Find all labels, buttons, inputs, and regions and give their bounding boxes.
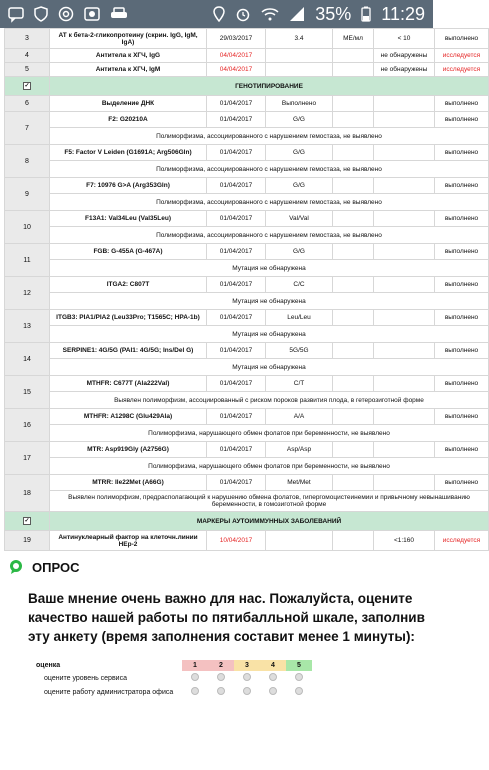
test-date: 01/04/2017 <box>207 112 266 128</box>
at-icon <box>58 6 74 22</box>
radio-button[interactable] <box>217 673 225 681</box>
test-unit <box>333 376 374 392</box>
test-name: ITGA2: C807T <box>50 277 207 293</box>
conclusion-text: Выявлен полиморфизм, предрасполагающий к нарушению обмена фолатов, гипергомоцистеинемии и привычному невынашиванию беременности, в гомозиготной форме <box>50 491 489 512</box>
test-date: 01/04/2017 <box>207 96 266 112</box>
test-name: FGB: G-455A (G-467A) <box>50 244 207 260</box>
test-norm <box>374 376 435 392</box>
test-status: выполнено <box>435 409 489 425</box>
test-value: Asp/Asp <box>266 442 333 458</box>
conclusion-text: Полиморфизма, нарушающего обмен фолатов при беременности, не выявлено <box>50 425 489 442</box>
radio-button[interactable] <box>243 687 251 695</box>
test-name: F13A1: Val34Leu (Val35Leu) <box>50 211 207 227</box>
conclusion-row <box>5 491 489 512</box>
test-norm <box>374 442 435 458</box>
conclusion-text: Полиморфизма, нарушающего обмен фолатов при беременности, не выявлено <box>50 458 489 475</box>
test-status: выполнено <box>435 178 489 194</box>
table-row <box>5 63 489 77</box>
radio-button[interactable] <box>269 673 277 681</box>
test-norm <box>374 112 435 128</box>
test-date: 04/04/2017 <box>207 49 266 63</box>
camera-icon <box>84 6 100 22</box>
page-content <box>0 28 481 770</box>
test-value <box>266 531 333 551</box>
test-norm: не обнаружены <box>374 49 435 63</box>
table-row <box>5 531 489 551</box>
checkbox-icon[interactable]: ✓ <box>24 83 30 89</box>
table-row <box>5 442 489 458</box>
test-name: Антитела к ХГЧ, IgG <box>50 49 207 63</box>
test-name: F2: G20210A <box>50 112 207 128</box>
test-date: 01/04/2017 <box>207 343 266 359</box>
test-norm <box>374 409 435 425</box>
rating-option-cell <box>182 671 208 685</box>
radio-button[interactable] <box>295 673 303 681</box>
table-row <box>5 145 489 161</box>
clock-time: 11:29 <box>381 3 425 24</box>
row-number: 16 <box>5 409 50 442</box>
table-row <box>5 211 489 227</box>
test-status: исследуется <box>435 531 489 551</box>
scale-value-1: 1 <box>182 660 208 671</box>
test-unit <box>333 178 374 194</box>
scale-value-3: 3 <box>234 660 260 671</box>
test-value: A/A <box>266 409 333 425</box>
shield-icon <box>34 6 48 22</box>
test-status: выполнено <box>435 310 489 326</box>
conclusion-text: Полиморфизма, ассоциированного с нарушением гемостаза, не выявлено <box>50 227 489 244</box>
test-norm <box>374 475 435 491</box>
survey-intro-text: Ваше мнение очень важно для нас. Пожалуйста, оцените качество нашей работы по пятибалльной шкале, заполнив эту анкету (время заполнения составит менее 1 минуты): <box>28 591 425 644</box>
rating-question-row <box>30 671 312 685</box>
group-genotyping <box>5 77 489 96</box>
conclusion-text: Мутация не обнаружена <box>50 359 489 376</box>
rating-table-body <box>30 660 312 699</box>
test-norm <box>374 96 435 112</box>
test-name: ITGB3: PIA1/PIA2 (Leu33Pro; T1565C; HPA-1b) <box>50 310 207 326</box>
table-row <box>5 409 489 425</box>
results-table <box>4 28 489 551</box>
rating-option-cell <box>182 685 208 699</box>
test-unit <box>333 310 374 326</box>
test-unit <box>333 531 374 551</box>
radio-button[interactable] <box>191 673 199 681</box>
test-value: G/G <box>266 145 333 161</box>
test-status: исследуется <box>435 49 489 63</box>
rating-table <box>30 660 433 699</box>
rating-option-cell <box>234 685 260 699</box>
test-name: Антитела к ХГЧ, IgM <box>50 63 207 77</box>
test-status: выполнено <box>435 244 489 260</box>
group-title: МАРКЕРЫ АУТОИММУННЫХ ЗАБОЛЕВАНИЙ <box>50 512 489 531</box>
test-status: выполнено <box>435 29 489 49</box>
table-row <box>5 29 489 49</box>
test-date: 01/04/2017 <box>207 442 266 458</box>
test-status: выполнено <box>435 343 489 359</box>
row-number: 19 <box>5 531 50 551</box>
row-number: 18 <box>5 475 50 512</box>
test-status: выполнено <box>435 96 489 112</box>
row-number: 9 <box>5 178 50 211</box>
test-value: Met/Met <box>266 475 333 491</box>
radio-button[interactable] <box>295 687 303 695</box>
test-status: выполнено <box>435 112 489 128</box>
test-status: выполнено <box>435 376 489 392</box>
table-row <box>5 475 489 491</box>
test-unit <box>333 49 374 63</box>
test-value: G/G <box>266 244 333 260</box>
rating-option-cell <box>260 671 286 685</box>
row-number: 6 <box>5 96 50 112</box>
conclusion-row <box>5 392 489 409</box>
test-name: MTR: Asp919Gly (A2756G) <box>50 442 207 458</box>
test-norm <box>374 244 435 260</box>
radio-button[interactable] <box>269 687 277 695</box>
row-number: 14 <box>5 343 50 376</box>
conclusion-row <box>5 194 489 211</box>
test-norm <box>374 277 435 293</box>
test-unit <box>333 277 374 293</box>
row-number: 10 <box>5 211 50 244</box>
notification-icons <box>8 6 128 22</box>
row-number: 13 <box>5 310 50 343</box>
group-autoimmune <box>5 512 489 531</box>
test-value: G/G <box>266 178 333 194</box>
test-norm <box>374 310 435 326</box>
signal-icon <box>289 6 305 22</box>
group-toggle[interactable] <box>5 512 50 531</box>
status-bar <box>0 0 433 28</box>
test-date: 01/04/2017 <box>207 244 266 260</box>
test-unit <box>333 244 374 260</box>
table-row <box>5 178 489 194</box>
test-name: F7: 10976 G>A (Arg353Gln) <box>50 178 207 194</box>
checkbox-icon[interactable]: ✓ <box>24 518 30 524</box>
test-norm <box>374 211 435 227</box>
test-unit <box>333 475 374 491</box>
test-unit <box>333 145 374 161</box>
scale-value-5: 5 <box>286 660 312 671</box>
conclusion-text: Мутация не обнаружена <box>50 293 489 310</box>
conclusion-row <box>5 359 489 376</box>
test-date: 01/04/2017 <box>207 145 266 161</box>
test-date: 04/04/2017 <box>207 63 266 77</box>
rating-option-cell <box>286 671 312 685</box>
test-value: Val/Val <box>266 211 333 227</box>
table-row <box>5 343 489 359</box>
test-value: C/T <box>266 376 333 392</box>
wifi-icon <box>261 6 279 22</box>
test-value <box>266 49 333 63</box>
rating-question-row <box>30 685 312 699</box>
conclusion-row <box>5 260 489 277</box>
test-name: MTHFR: C677T (Ala222Val) <box>50 376 207 392</box>
radio-button[interactable] <box>191 687 199 695</box>
table-row <box>5 96 489 112</box>
row-number: 12 <box>5 277 50 310</box>
test-value: Выполнено <box>266 96 333 112</box>
conclusion-text: Выявлен полиморфизм, ассоциированный с риском пороков развития плода, в гетерозиготной форме <box>50 392 489 409</box>
row-number: 15 <box>5 376 50 409</box>
test-name: АТ к бета-2-гликопротеину (скрин. IgG, IgM, IgA) <box>50 29 207 49</box>
test-norm <box>374 178 435 194</box>
conclusion-text: Полиморфизма, ассоциированного с нарушением гемостаза, не выявлено <box>50 128 489 145</box>
row-number: 4 <box>5 49 50 63</box>
rating-header-row <box>30 660 312 671</box>
test-unit <box>333 63 374 77</box>
alarm-icon <box>235 6 251 22</box>
test-unit <box>333 442 374 458</box>
question-label: оцените работу администратора офиса <box>44 688 174 696</box>
row-number: 11 <box>5 244 50 277</box>
conclusion-row <box>5 293 489 310</box>
test-norm: <1:160 <box>374 531 435 551</box>
conclusion-row <box>5 425 489 442</box>
rating-option-cell <box>260 685 286 699</box>
radio-button[interactable] <box>243 673 251 681</box>
conclusion-row <box>5 161 489 178</box>
scale-value-4: 4 <box>260 660 286 671</box>
location-icon <box>213 6 225 22</box>
row-number: 17 <box>5 442 50 475</box>
test-status: выполнено <box>435 211 489 227</box>
survey-title: ОПРОС <box>32 559 80 575</box>
conclusion-text: Мутация не обнаружена <box>50 326 489 343</box>
table-row <box>5 310 489 326</box>
row-number: 5 <box>5 63 50 77</box>
test-status: выполнено <box>435 145 489 161</box>
table-row <box>5 277 489 293</box>
test-name: MTRR: Ile22Met (A66G) <box>50 475 207 491</box>
test-date: 01/04/2017 <box>207 475 266 491</box>
rating-option-cell <box>208 685 234 699</box>
test-date: 29/03/2017 <box>207 29 266 49</box>
survey-header <box>8 559 433 575</box>
conclusion-row <box>5 128 489 145</box>
table-row <box>5 112 489 128</box>
table-row <box>5 244 489 260</box>
test-date: 01/04/2017 <box>207 376 266 392</box>
question-label: оцените уровень сервиса <box>44 674 127 682</box>
test-date: 01/04/2017 <box>207 277 266 293</box>
test-norm: < 10 <box>374 29 435 49</box>
conclusion-row <box>5 458 489 475</box>
test-unit <box>333 96 374 112</box>
message-icon <box>8 6 24 22</box>
test-norm <box>374 145 435 161</box>
scale-value-2: 2 <box>208 660 234 671</box>
test-unit: МЕ/мл <box>333 29 374 49</box>
test-date: 01/04/2017 <box>207 409 266 425</box>
row-number: 3 <box>5 29 50 49</box>
group-toggle[interactable] <box>5 77 50 96</box>
rating-header-label: оценка <box>36 662 61 669</box>
test-name: F5: Factor V Leiden (G1691A; Arg506Gln) <box>50 145 207 161</box>
table-row <box>5 49 489 63</box>
conclusion-row <box>5 326 489 343</box>
test-unit <box>333 112 374 128</box>
rating-option-cell <box>286 685 312 699</box>
conclusion-text: Мутация не обнаружена <box>50 260 489 277</box>
rating-option-cell <box>234 671 260 685</box>
test-value: Leu/Leu <box>266 310 333 326</box>
test-name: Антинуклеарный фактор на клеточн.линии HEp-2 <box>50 531 207 551</box>
test-value: 5G/5G <box>266 343 333 359</box>
system-indicators <box>213 4 425 25</box>
test-date: 01/04/2017 <box>207 178 266 194</box>
test-norm <box>374 343 435 359</box>
conclusion-text: Полиморфизма, ассоциированного с нарушением гемостаза, не выявлено <box>50 161 489 178</box>
car-icon <box>110 6 128 22</box>
conclusion-text: Полиморфизма, ассоциированного с нарушением гемостаза, не выявлено <box>50 194 489 211</box>
radio-button[interactable] <box>217 687 225 695</box>
test-name: Выделение ДНК <box>50 96 207 112</box>
test-date: 01/04/2017 <box>207 310 266 326</box>
test-status: выполнено <box>435 475 489 491</box>
test-unit <box>333 343 374 359</box>
test-norm: не обнаружены <box>374 63 435 77</box>
test-unit <box>333 211 374 227</box>
test-name: MTHFR: A1298C (Glu429Ala) <box>50 409 207 425</box>
chat-icon <box>8 559 24 575</box>
group-title: ГЕНОТИПИРОВАНИЕ <box>50 77 489 96</box>
test-name: SERPINE1: 4G/5G (PAI1: 4G/5G; Ins/Del G) <box>50 343 207 359</box>
battery-level: 35% <box>315 3 352 24</box>
row-number: 8 <box>5 145 50 178</box>
conclusion-row <box>5 227 489 244</box>
row-number: 7 <box>5 112 50 145</box>
test-value: G/G <box>266 112 333 128</box>
test-date: 10/04/2017 <box>207 531 266 551</box>
test-value: C/C <box>266 277 333 293</box>
test-date: 01/04/2017 <box>207 211 266 227</box>
test-unit <box>333 409 374 425</box>
rating-option-cell <box>208 671 234 685</box>
battery-icon <box>361 6 371 22</box>
test-status: исследуется <box>435 63 489 77</box>
test-value <box>266 63 333 77</box>
test-value: 3.4 <box>266 29 333 49</box>
test-status: выполнено <box>435 442 489 458</box>
table-row <box>5 376 489 392</box>
results-table-body <box>5 29 489 551</box>
test-status: выполнено <box>435 277 489 293</box>
